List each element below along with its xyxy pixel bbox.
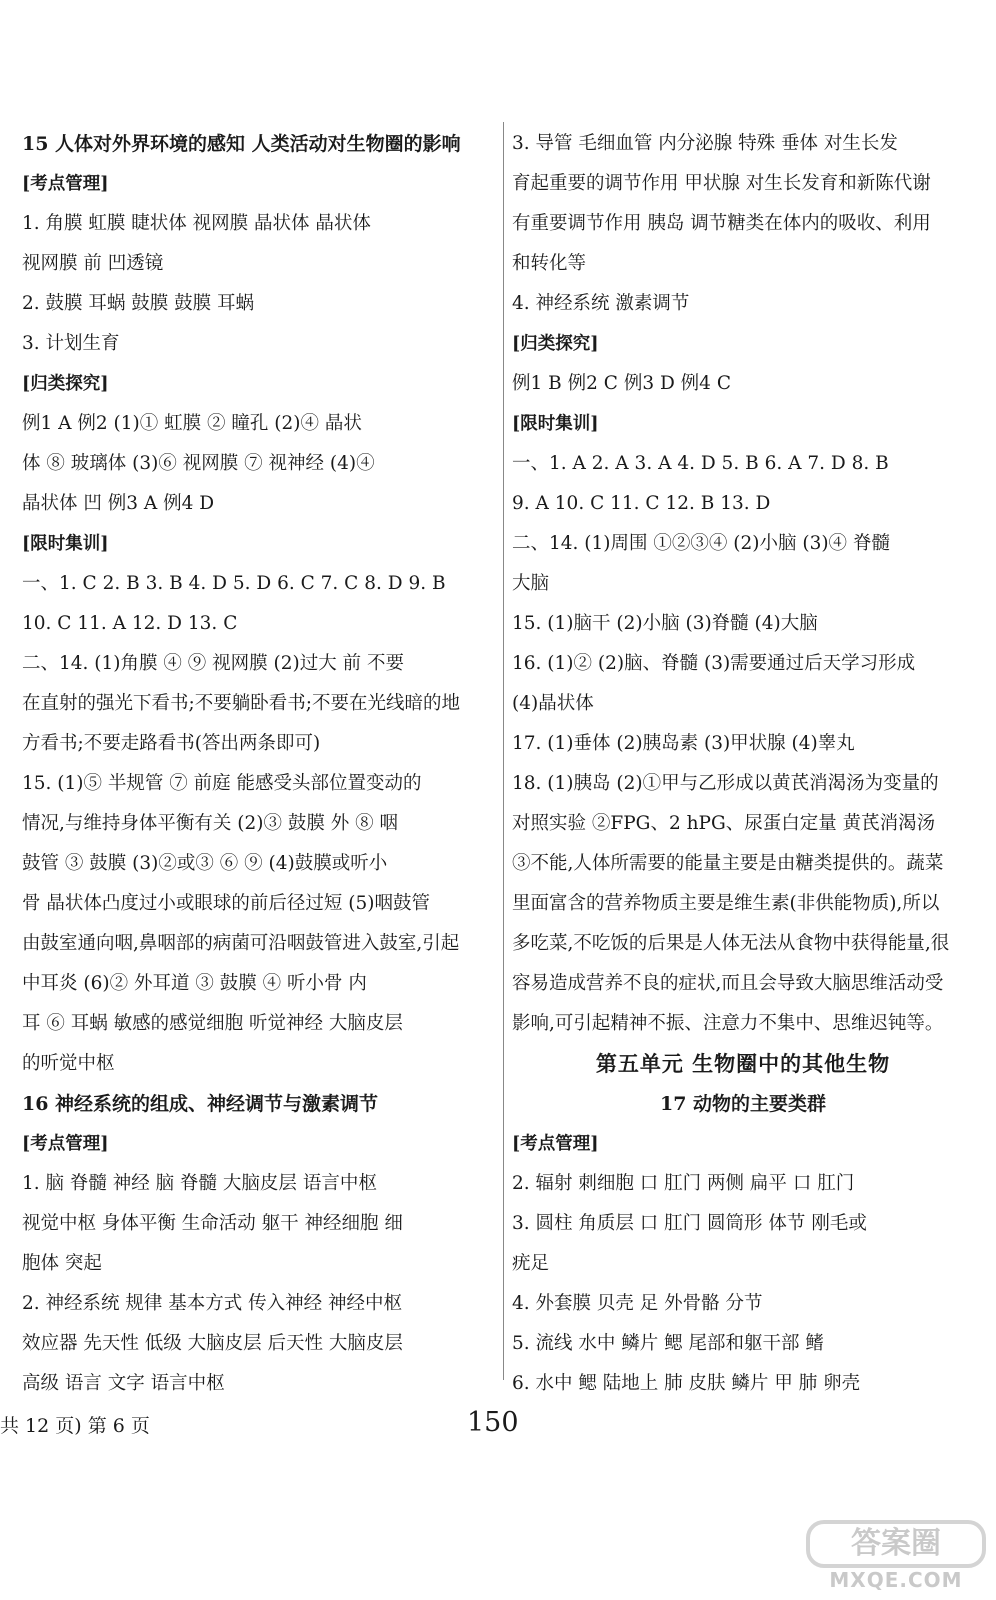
section-tag: [归类探究]	[512, 334, 599, 354]
answer-line: 耳 ⑥ 耳蜗 敏感的感觉细胞 听觉神经 大脑皮层	[22, 1013, 403, 1034]
answer-line: 里面富含的营养物质主要是维生素(非供能物质),所以	[512, 893, 940, 914]
answer-line: 3. 导管 毛细血管 内分泌腺 特殊 垂体 对生长发	[512, 133, 898, 154]
answer-line: 9. A 10. C 11. C 12. B 13. D	[512, 493, 771, 514]
footer-page-number: 150	[467, 1407, 519, 1438]
answer-line: 由鼓室通向咽,鼻咽部的病菌可沿咽鼓管进入鼓室,引起	[22, 933, 460, 954]
section-tag: [考点管理]	[512, 1134, 599, 1154]
section-tag: [归类探究]	[22, 374, 109, 394]
answer-line: 疣足	[512, 1253, 550, 1274]
section-heading: 16 神经系统的组成、神经调节与激素调节	[22, 1093, 379, 1115]
answer-line: 16. (1)② (2)脑、脊髓 (3)需要通过后天学习形成	[512, 653, 916, 674]
answer-line: 3. 计划生育	[22, 333, 120, 354]
watermark-url: MXQE.COM	[829, 1568, 963, 1592]
answer-line: 2. 神经系统 规律 基本方式 传入神经 神经中枢	[22, 1293, 403, 1314]
section-tag: [限时集训]	[22, 534, 109, 554]
answer-line: 10. C 11. A 12. D 13. C	[22, 613, 238, 634]
lesson-heading: 17 动物的主要类群	[659, 1093, 827, 1115]
answer-line: 例1 A 例2 (1)① 虹膜 ② 瞳孔 (2)④ 晶状	[22, 413, 362, 434]
answer-line: 方看书;不要走路看书(答出两条即可)	[22, 733, 321, 754]
answer-line: 15. (1)⑤ 半规管 ⑦ 前庭 能感受头部位置变动的	[22, 773, 422, 794]
answer-line: 2. 辐射 刺细胞 口 肛门 两侧 扁平 口 肛门	[512, 1173, 855, 1194]
section-tag: [限时集训]	[512, 414, 599, 434]
answer-line: 中耳炎 (6)② 外耳道 ③ 鼓膜 ④ 听小骨 内	[22, 973, 367, 994]
answer-line: 和转化等	[512, 253, 587, 274]
answer-line: 容易造成营养不良的症状,而且会导致大脑思维活动受	[512, 973, 944, 994]
left-column	[22, 124, 498, 1404]
answer-line: 1. 角膜 虹膜 睫状体 视网膜 晶状体 晶状体	[22, 213, 371, 234]
answer-line: 4. 外套膜 贝壳 足 外骨骼 分节	[512, 1293, 763, 1314]
answer-line: 大脑	[512, 573, 550, 594]
answer-line: ③不能,人体所需要的能量主要是由糖类提供的。蔬菜	[512, 853, 944, 874]
answer-line: 影响,可引起精神不振、注意力不集中、思维迟钝等。	[512, 1013, 944, 1034]
answer-line: 在直射的强光下看书;不要躺卧看书;不要在光线暗的地	[22, 693, 460, 714]
answer-line: 胞体 突起	[22, 1253, 102, 1274]
answer-line: 视觉中枢 身体平衡 生命活动 躯干 神经细胞 细	[22, 1213, 403, 1234]
answer-line: 18. (1)胰岛 (2)①甲与乙形成以黄芪消渴汤为变量的	[512, 773, 939, 794]
answer-line: 视网膜 前 凹透镜	[22, 253, 164, 274]
column-divider	[503, 122, 504, 1380]
right-column	[512, 124, 974, 1404]
answer-line: 育起重要的调节作用 甲状腺 对生长发育和新陈代谢	[512, 173, 931, 194]
answer-line: 2. 鼓膜 耳蜗 鼓膜 鼓膜 耳蜗	[22, 293, 255, 314]
answer-line: 效应器 先天性 低级 大脑皮层 后天性 大脑皮层	[22, 1333, 403, 1354]
watermark-logo: 答案圈	[806, 1520, 986, 1568]
answer-line: 4. 神经系统 激素调节	[512, 293, 690, 314]
answer-line: 体 ⑧ 玻璃体 (3)⑥ 视网膜 ⑦ 视神经 (4)④	[22, 453, 375, 474]
answer-line: 高级 语言 文字 语言中枢	[22, 1373, 225, 1394]
answer-line: 二、14. (1)角膜 ④ ⑨ 视网膜 (2)过大 前 不要	[22, 653, 404, 674]
footer-page-info: 共 12 页) 第 6 页	[0, 1415, 150, 1437]
section-tag: [考点管理]	[22, 1134, 109, 1154]
unit-title: 第五单元 生物圈中的其他生物	[595, 1051, 891, 1076]
answer-line: 晶状体 凹 例3 A 例4 D	[22, 493, 215, 514]
answer-line: 的听觉中枢	[22, 1053, 115, 1074]
answer-line: 骨 晶状体凸度过小或眼球的前后径过短 (5)咽鼓管	[22, 893, 430, 914]
section-tag: [考点管理]	[22, 174, 109, 194]
page-footer	[0, 1407, 996, 1447]
answer-line: 二、14. (1)周围 ①②③④ (2)小脑 (3)④ 脊髓	[512, 533, 890, 554]
answer-line: 例1 B 例2 C 例3 D 例4 C	[512, 373, 731, 394]
answer-line: 一、1. C 2. B 3. B 4. D 5. D 6. C 7. C 8. D 9. B	[22, 573, 446, 594]
answer-line: 6. 水中 鳃 陆地上 肺 皮肤 鳞片 甲 肺 卵壳	[512, 1373, 861, 1394]
answer-line: 17. (1)垂体 (2)胰岛素 (3)甲状腺 (4)睾丸	[512, 733, 855, 754]
answer-line: 有重要调节作用 胰岛 调节糖类在体内的吸收、利用	[512, 213, 931, 234]
answer-line: 鼓管 ③ 鼓膜 (3)②或③ ⑥ ⑨ (4)鼓膜或听小	[22, 853, 388, 874]
answer-line: 情况,与维持身体平衡有关 (2)③ 鼓膜 外 ⑧ 咽	[22, 813, 398, 834]
watermark	[806, 1520, 986, 1590]
answer-line: 对照实验 ②FPG、2 hPG、尿蛋白定量 黄芪消渴汤	[512, 813, 936, 834]
section-heading: 15 人体对外界环境的感知 人类活动对生物圈的影响	[22, 133, 461, 155]
answer-line: 1. 脑 脊髓 神经 脑 脊髓 大脑皮层 语言中枢	[22, 1173, 377, 1194]
answer-line: 一、1. A 2. A 3. A 4. D 5. B 6. A 7. D 8. B	[512, 453, 889, 474]
answer-line: 多吃菜,不吃饭的后果是人体无法从食物中获得能量,很	[512, 933, 950, 954]
answer-line: 15. (1)脑干 (2)小脑 (3)脊髓 (4)大脑	[512, 613, 818, 634]
answer-line: 3. 圆柱 角质层 口 肛门 圆筒形 体节 刚毛或	[512, 1213, 867, 1234]
answer-line: (4)晶状体	[512, 693, 594, 714]
answer-line: 5. 流线 水中 鳞片 鳃 尾部和躯干部 鳍	[512, 1333, 824, 1354]
